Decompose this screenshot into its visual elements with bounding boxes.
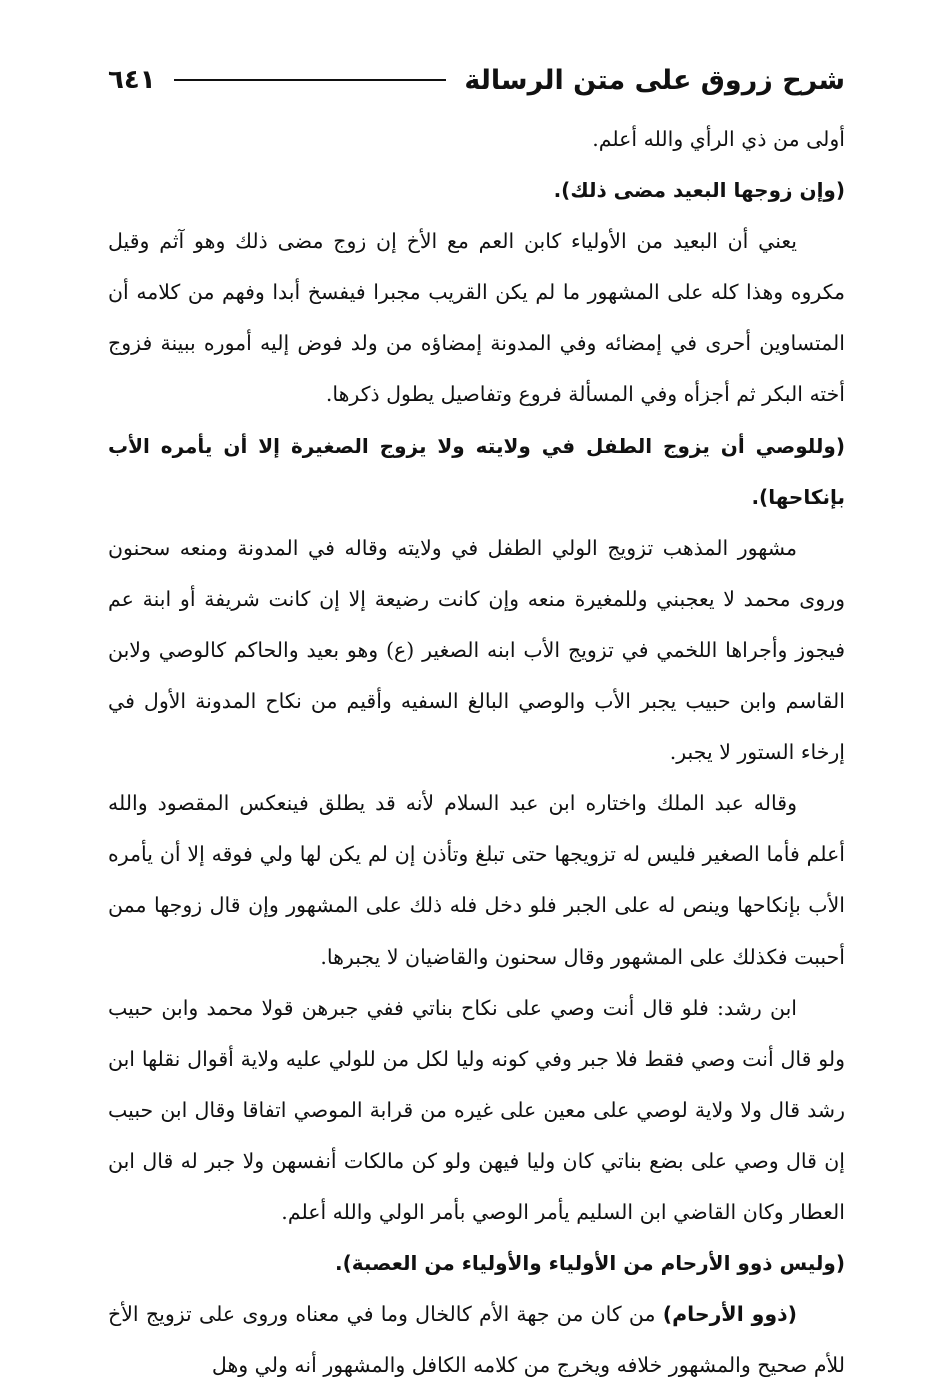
matn-heading-1: (وإن زوجها البعيد مضى ذلك).: [553, 178, 845, 203]
paragraph-4: وقاله عبد الملك واختاره ابن عبد السلام لأنه قد يطلق فينعكس المقصود والله أعلم فأما الصغير فليس له تزويجها حتى تبلغ وتأذن إن لم يكن لها ولي فوقه إلا أن يأمره الأب بإنكاحها وينص له على الجبر فلو دخل فله ذلك على المشهور وإن قال زوجها ممن أحببت فكذلك على المشهور وقال سحنون والقاضيان لا يجبرها.: [108, 791, 845, 969]
paragraph-3: مشهور المذهب تزويج الولي الطفل في ولايته وقاله في المدونة ومنعه سحنون وروى محمد لا يعجبني وللمغيرة منعه وإن كانت رضيعة إلا إن كانت شريفة أو ابنة عم فيجوز وأجراها اللخمي في تزويج الأب ابنه الصغير (ع) وهو بعيد والحاكم كالوصي ولابن القاسم وابن حبيب يجبر الأب والوصي البالغ السفيه وأقيم من نكاح المدونة الأول في إرخاء الستور لا يجبر.: [108, 535, 845, 765]
header-title: شرح زروق على متن الرسالة: [464, 64, 845, 96]
paragraph-5: ابن رشد: فلو قال أنت وصي على نكاح بناتي ففي جبرهن قولا محمد وابن حبيب ولو قال أنت وصي فقط فلا جبر وفي كونه وليا لكل من للولي عليه ولاية أقوال نقلها ابن رشد قال ولا ولاية لوصي على معين على غيره من قرابة الموصي اتفاقا وقال ابن حبيب إن قال وصي على بضع بناتي كان وليا فيهن ولو كن مالكات أنفسهن ولا جبر له قال ابن العطار وكان القاضي ابن السليم يأمر الوصي بأمر الولي والله أعلم.: [108, 995, 845, 1224]
header-rule: [174, 79, 447, 81]
page-number: ٦٤١: [108, 65, 156, 95]
matn-heading-3: (وليس ذوو الأرحام من الأولياء والأولياء من العصبة).: [335, 1251, 845, 1276]
running-header: [108, 60, 845, 100]
paragraph-6-rest: من كان من جهة الأم كالخال وما في معناه وروى على تزويج الأخ للأم صحيح والمشهور خلافه ويخرج من كلامه الكافل والمشهور أنه ولي وهل: [108, 1302, 845, 1378]
paragraph-6-lead: (ذوو الأرحام): [662, 1302, 797, 1327]
matn-heading-2: (وللوصي أن يزوج الطفل في ولايته ولا يزوج الصغيرة إلا أن يأمره الأب بإنكاحها).: [108, 433, 845, 509]
paragraph-6: [108, 1289, 845, 1391]
body-text: [108, 114, 845, 1391]
paragraph-2: يعني أن البعيد من الأولياء كابن العم مع الأخ إن زوج مضى ذلك وهو آثم وقيل مكروه وهذا كله على المشهور ما لم يكن القريب مجبرا فيفسخ أبدا وفهم من كلامه أن المتساوين أحرى في إمضائه وفي المدونة إمضاؤه من ولد فوض إليه أموره ببينة فزوج أخته البكر ثم أجزأه وفي المسألة فروع وتفاصيل يطول ذكرها.: [108, 229, 845, 407]
paragraph-1: أولى من ذي الرأي والله أعلم.: [592, 127, 845, 151]
